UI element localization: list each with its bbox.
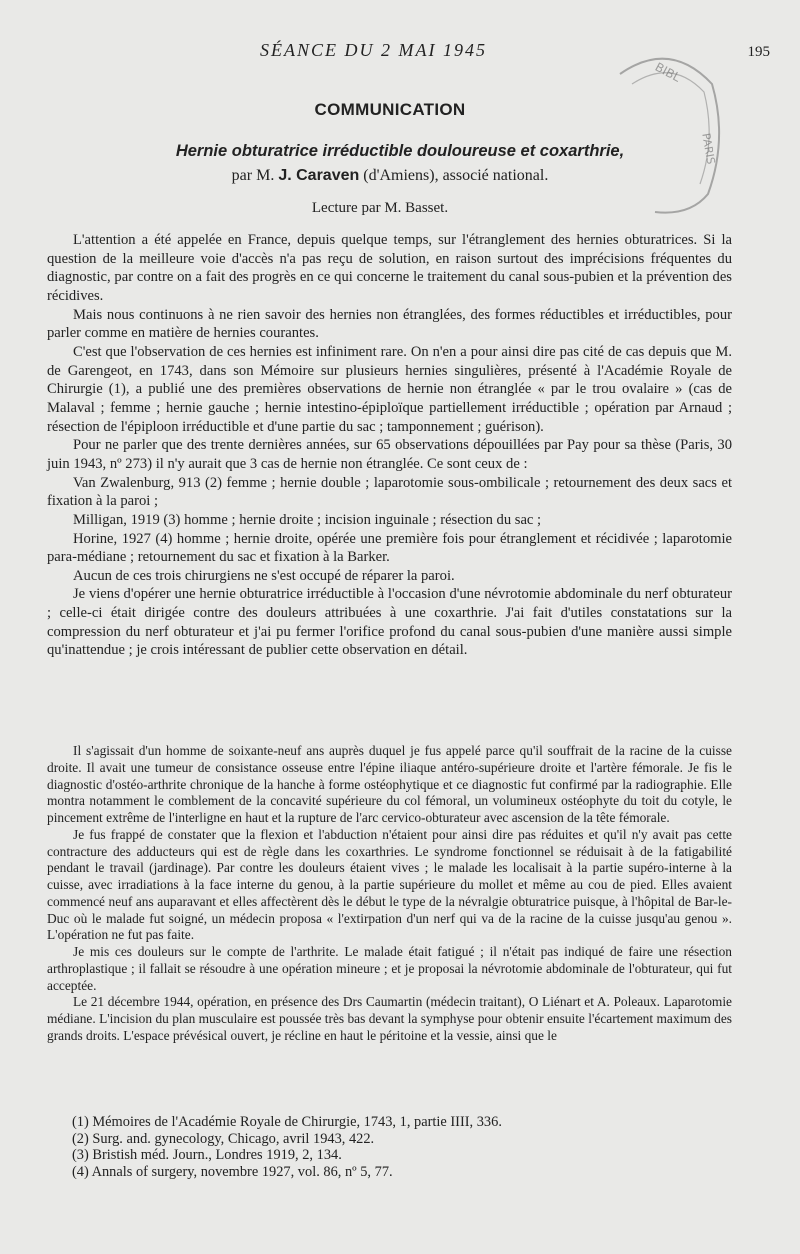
observation-paragraph: Il s'agissait d'un homme de soixante-neuf ans auprès duquel je fus appelé parce qu'il souffrait de la racine de la cuisse droite. Il avait une tumeur de consistance osseuse entre l'épine iliaque antéro-supérieure droite et l'artère fémorale. Je fis le diagnostic d'ostéo-arthrite chronique de la hanche à forme ostéophytique et ce diagnostic fut confirmé par la radiographie. Elle montra notamment le comblement de la concavité supérieure du col fémoral, un volumineux ostéophyte du toit du cotyle, le pincement extrême de l'interligne en haut et la rupture de l'arc cervico-obturateur avec ascension de la tête fémorale. (47, 743, 732, 825)
footnote: (2) Surg. and. gynecology, Chicago, avril 1943, 422. (72, 1130, 375, 1147)
footnote: (4) Annals of surgery, novembre 1927, vol. 86, nº 5, 77. (72, 1163, 393, 1180)
reading-note: Lecture par M. Basset. (311, 200, 449, 216)
footnote: (3) Bristish méd. Journ., Londres 1919, 2, 134. (72, 1147, 342, 1163)
svg-text:PARIS: PARIS (699, 132, 718, 166)
body-paragraph: Horine, 1927 (4) homme ; hernie droite, opérée une première fois pour étranglement et récidivée ; laparotomie para-médiane ; retournement du sac et fixation à la Barker. (47, 530, 732, 566)
observation-paragraph: Le 21 décembre 1944, opération, en présence des Drs Caumartin (médecin traitant), O Liénart et A. Poleaux. Laparotomie médiane. L'incision du plan musculaire est poussée très bas devant la symphyse pour obtenir ensuite l'écartement maximum des grands droits. L'espace prévésical ouvert, je récline en haut le péritoine et la vessie, ainsi que le (47, 994, 732, 1043)
library-stamp (600, 44, 725, 219)
body-paragraph: Mais nous continuons à ne rien savoir des hernies non étranglées, des formes réductibles et irréductibles, pour parler comme en matière de hernies courantes. (47, 306, 732, 342)
author-name: J. Caraven (278, 167, 360, 184)
running-title: SÉANCE DU 2 MAI 1945 (260, 40, 487, 60)
byline-suffix: (d'Amiens), associé national. (363, 167, 549, 184)
observation-text (47, 743, 732, 1045)
article-title: Hernie obturatrice irréductible douloureuse et coxarthrie, (175, 142, 625, 160)
stamp-graphic (600, 44, 725, 219)
article-body (47, 231, 732, 660)
byline-prefix: par M. (231, 167, 275, 184)
section-heading: COMMUNICATION (314, 100, 466, 119)
byline (0, 167, 780, 185)
body-paragraph: Aucun de ces trois chirurgiens ne s'est occupé de réparer la paroi. (73, 567, 455, 584)
svg-text:BIBL: BIBL (652, 59, 683, 85)
body-paragraph: Milligan, 1919 (3) homme ; hernie droite ; incision inguinale ; résection du sac ; (73, 511, 542, 528)
observation-paragraph: Je fus frappé de constater que la flexion et l'abduction n'étaient pour ainsi dire pas réduites et qu'il n'y avait pas cette contracture des adducteurs qui est de règle dans les coxarthries. Le syndrome fonctionnel se réduisait à de la fatigabilité pendant le travail (jardinage). Par contre les douleurs étaient vives ; le malade les localisait à la partie supéro-interne à la cuisse, avec irradiations à la face interne du genou, à la partie supérieure du mollet et même au cou de pied. Elles avaient commencé neuf ans auparavant et elles affectèrent dès le début le type de la névralgie obturatrice puisque, à l'hôpital de Bar-le-Duc où le malade fut soigné, un médecin proposa « l'extirpation d'un nerf qui va de la racine de la cuisse jusqu'au genou ». L'opération ne fut pas faite. (47, 826, 732, 943)
body-paragraph: Pour ne parler que des trente dernières années, sur 65 observations dépouillées par Pay pour sa thèse (Paris, 30 juin 1943, nº 273) il n'y aurait que 3 cas de hernie non étranglée. Ce sont ceux de : (47, 437, 732, 472)
body-paragraph: C'est que l'observation de ces hernies est infiniment rare. On n'en a pour ainsi dire pas cité de cas depuis que M. de Garengeot, en 1743, dans son Mémoire sur plusieurs hernies singulières, présenté à l'Académie Royale de Chirurgie (1), a publié une des premières observations de hernie non étranglée « par le trou ovalaire » (cas de Malaval ; femme ; hernie gauche ; hernie intestino-épiploïque partiellement irréductible ; opération par Arnaud ; résection de l'épiploon irréductible et d'une partie du sac ; tamponnement ; guérison). (47, 343, 732, 435)
footnotes (72, 1114, 732, 1180)
footnote: (1) Mémoires de l'Académie Royale de Chirurgie, 1743, 1, partie IIII, 336. (72, 1114, 502, 1130)
body-paragraph: L'attention a été appelée en France, depuis quelque temps, sur l'étranglement des hernies obturatrices. Si la question de la meilleure voie d'accès n'a pas reçu de solution, en raison surtout des imprécisions fréquentes du diagnostic, par contre on a fait des progrès en ce qui concerne le traitement du canal sous-pubien et la prévention des récidives. (47, 232, 732, 304)
page-number: 195 (747, 44, 770, 60)
body-paragraph: Je viens d'opérer une hernie obturatrice irréductible à l'occasion d'une névrotomie abdominale du nerf obturateur ; celle-ci était dirigée contre des douleurs attribuées à une coxarthrie. J'ai fait d'utiles constatations sur la compression du nerf obturateur et j'ai pu fermer l'orifice profond du canal sous-pubien d'une manière aussi simple qu'inattendue ; je crois intéressant de publier cette observation en détail. (47, 586, 732, 659)
observation-paragraph: Je mis ces douleurs sur le compte de l'arthrite. Le malade était fatigué ; il n'était pas indiqué de faire une résection arthroplastique ; il fallait se résoudre à une opération mineure ; et je proposai la névrotomie abdominale de l'obturateur, qui fut acceptée. (47, 944, 732, 993)
body-paragraph: Van Zwalenburg, 913 (2) femme ; hernie double ; laparotomie sous-ombilicale ; retournement des deux sacs et fixation à la paroi ; (47, 474, 732, 510)
